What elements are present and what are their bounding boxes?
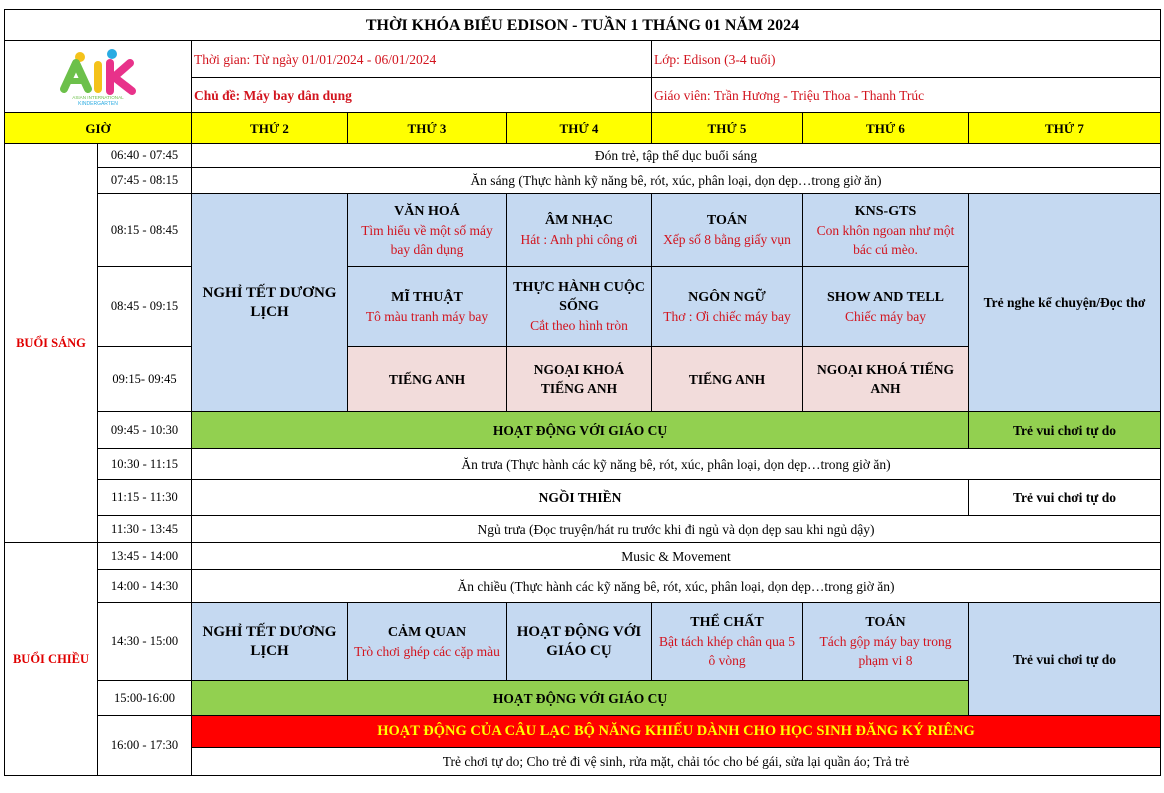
saturday-morning: Trẻ nghe kể chuyện/Đọc thơ (969, 194, 1161, 412)
lesson-cell (652, 194, 803, 267)
lesson-activity: Chiếc máy bay (845, 308, 926, 324)
english-class: TIẾNG ANH (652, 347, 803, 412)
time-slot: 09:45 - 10:30 (98, 412, 192, 449)
lesson-activity: Thơ : Ơi chiếc máy bay (663, 308, 791, 324)
lesson-activity: Con khôn ngoan như một bác cú mèo. (816, 222, 955, 257)
header-day-sat: THỨ 7 (969, 113, 1161, 144)
lesson-cell (652, 603, 803, 681)
lesson-activity: Xếp số 8 bằng giấy vụn (663, 232, 791, 247)
schedule-title: THỜI KHÓA BIỂU EDISON - TUẦN 1 THÁNG 01 NĂM 2024 (5, 10, 1161, 41)
lesson-subject: KNS-GTS (854, 203, 917, 219)
time-range: Thời gian: Từ ngày 01/01/2024 - 06/01/2024 (192, 41, 652, 78)
session-morning: BUỔI SÁNG (5, 144, 98, 543)
music-row: Music & Movement (192, 543, 1161, 570)
lesson-activity: Cắt theo hình tròn (530, 318, 628, 333)
tools-activity-wednesday: HOẠT ĐỘNG VỚI GIÁO CỤ (507, 603, 652, 681)
logo-text-line1: ASIAN INTERNATIONAL (72, 94, 124, 100)
timetable (4, 9, 1161, 776)
time-slot: 11:15 - 11:30 (98, 480, 192, 516)
lesson-activity: Hát : Anh phi công ơi (520, 232, 638, 247)
pickup-row: Trẻ chơi tự do; Cho trẻ đi vệ sinh, rửa mặt, chải tóc cho bé gái, sửa lại quần áo; Trả trẻ (192, 748, 1161, 776)
header-day-mon: THỨ 2 (192, 113, 348, 144)
lesson-cell (348, 267, 507, 347)
lesson-cell (507, 194, 652, 267)
session-afternoon: BUỔI CHIỀU (5, 543, 98, 776)
lesson-subject: TOÁN (865, 615, 906, 630)
time-slot: 13:45 - 14:00 (98, 543, 192, 570)
time-slot: 07:45 - 08:15 (98, 168, 192, 194)
lesson-cell (803, 194, 969, 267)
header-day-thu: THỨ 5 (652, 113, 803, 144)
theme-text: Chủ đề: Máy bay dân dụng (194, 87, 352, 103)
aik-logo-icon (50, 45, 146, 109)
time-slot: 10:30 - 11:15 (98, 449, 192, 480)
lesson-cell (348, 603, 507, 681)
english-class: TIẾNG ANH (348, 347, 507, 412)
welcome-row: Đón trẻ, tập thể dục buổi sáng (192, 144, 1161, 168)
header-time: GIỜ (5, 113, 192, 144)
english-extracurricular: NGOẠI KHOÁ TIẾNG ANH (803, 347, 969, 412)
lesson-cell (803, 267, 969, 347)
lesson-subject: NGÔN NGỮ (688, 289, 766, 305)
lesson-activity: Tách gộp máy bay trong phạm vi 8 (819, 634, 952, 668)
lesson-cell (652, 267, 803, 347)
time-slot: 15:00-16:00 (98, 681, 192, 716)
breakfast-row: Ăn sáng (Thực hành kỹ năng bê, rót, xúc, phân loại, dọn dẹp…trong giờ ăn) (192, 168, 1161, 194)
theme (192, 78, 652, 113)
snack-row: Ăn chiều (Thực hành các kỹ năng bê, rót, xúc, phân loại, dọn dẹp…trong giờ ăn) (192, 570, 1161, 603)
time-slot: 08:45 - 09:15 (98, 267, 192, 347)
talent-club-row: HOẠT ĐỘNG CỦA CÂU LẠC BỘ NĂNG KHIẾU DÀNH CHO HỌC SINH ĐĂNG KÝ RIÊNG (192, 716, 1161, 748)
time-slot: 06:40 - 07:45 (98, 144, 192, 168)
tools-activity-afternoon: HOẠT ĐỘNG VỚI GIÁO CỤ (192, 681, 969, 716)
logo-text-line2: KINDERGARTEN (78, 100, 118, 107)
lesson-subject: CẢM QUAN (387, 624, 467, 640)
lesson-activity: Tìm hiểu về một số máy bay dân dụng (361, 222, 493, 257)
lesson-subject: MĨ THUẬT (391, 289, 463, 305)
time-slot: 16:00 - 17:30 (98, 716, 192, 776)
free-play-saturday: Trẻ vui chơi tự do (969, 480, 1161, 516)
saturday-afternoon: Trẻ vui chơi tự do (969, 603, 1161, 716)
lesson-cell (507, 267, 652, 347)
time-slot: 11:30 - 13:45 (98, 516, 192, 543)
header-day-fri: THỨ 6 (803, 113, 969, 144)
header-day-wed: THỨ 4 (507, 113, 652, 144)
time-slot: 14:30 - 15:00 (98, 603, 192, 681)
time-slot: 09:15- 09:45 (98, 347, 192, 412)
lesson-activity: Tô màu tranh máy bay (365, 308, 489, 324)
lunch-row: Ăn trưa (Thực hành các kỹ năng bê, rót, xúc, phân loại, dọn dẹp…trong giờ ăn) (192, 449, 1161, 480)
lesson-activity: Trò chơi ghép các cặp màu (354, 643, 500, 659)
header-day-tue: THỨ 3 (348, 113, 507, 144)
meditation-row: NGỒI THIỀN (192, 480, 969, 516)
class-name: Lớp: Edison (3-4 tuổi) (652, 41, 1161, 78)
holiday-morning: NGHỈ TẾT DƯƠNG LỊCH (192, 194, 348, 412)
teachers: Giáo viên: Trần Hương - Triệu Thoa - Thanh Trúc (652, 78, 1161, 113)
lesson-subject: SHOW AND TELL (827, 289, 944, 305)
holiday-afternoon: NGHỈ TẾT DƯƠNG LỊCH (192, 603, 348, 681)
tools-activity-morning: HOẠT ĐỘNG VỚI GIÁO CỤ (192, 412, 969, 449)
lesson-subject: ÂM NHẠC (544, 213, 614, 228)
free-play-saturday: Trẻ vui chơi tự do (969, 412, 1161, 449)
nap-row: Ngủ trưa (Đọc truyện/hát ru trước khi đi ngủ và dọn dẹp sau khi ngủ dậy) (192, 516, 1161, 543)
english-extracurricular: NGOẠI KHOÁ TIẾNG ANH (507, 347, 652, 412)
time-slot: 14:00 - 14:30 (98, 570, 192, 603)
lesson-activity: Bật tách khép chân qua 5 ô vòng (658, 634, 796, 668)
lesson-cell (803, 603, 969, 681)
lesson-subject: THỰC HÀNH CUỘC SỐNG (513, 280, 645, 314)
lesson-subject: VĂN HOÁ (394, 203, 460, 219)
lesson-subject: THỂ CHẤT (690, 615, 764, 630)
time-slot: 08:15 - 08:45 (98, 194, 192, 267)
lesson-subject: TOÁN (706, 213, 748, 228)
lesson-cell (348, 194, 507, 267)
school-logo (5, 41, 192, 113)
